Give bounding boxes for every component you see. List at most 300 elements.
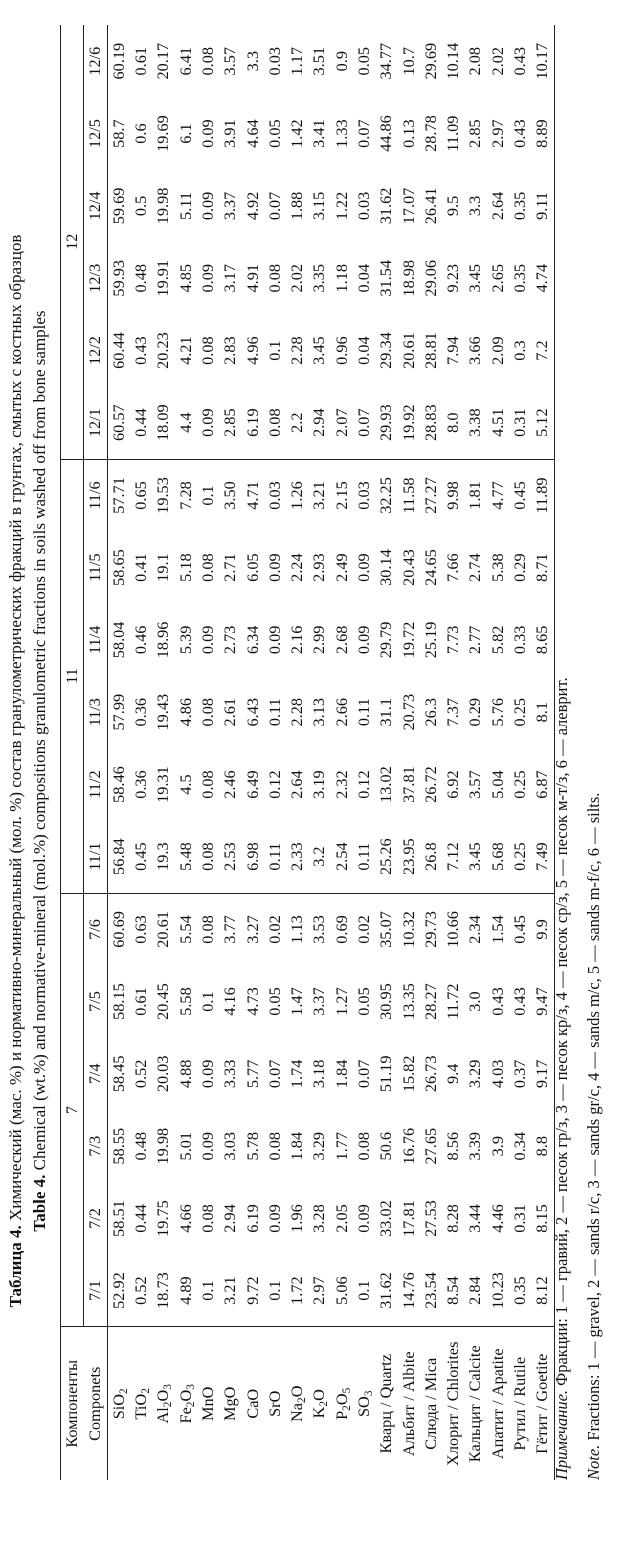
table-row (264, 25, 286, 1480)
table-cell: 8.56 (443, 1131, 463, 1161)
table-cell: 4.16 (220, 987, 240, 1016)
table-row (107, 25, 130, 1480)
table-cell: 4.51 (487, 387, 509, 459)
table-cell: 5.06 (331, 1255, 353, 1327)
table-cell: 3.33 (220, 1059, 240, 1089)
table-cell: 19.98 (153, 1127, 173, 1165)
table-cell: 0.43 (510, 46, 530, 76)
table-cell: 0.46 (131, 625, 151, 655)
table-cell: 0.43 (510, 119, 530, 148)
table-cell: 10.7 (398, 46, 418, 76)
table-cell: 2.24 (287, 553, 307, 582)
table-cell: 4.03 (487, 1059, 507, 1089)
table-cell: 4.96 (242, 336, 262, 365)
table-row (464, 25, 486, 1480)
table-cell: 3.41 (309, 119, 329, 148)
table-cell: 2.77 (465, 625, 485, 655)
table-cell: 5.48 (174, 821, 196, 893)
table-cell: 5.18 (175, 553, 195, 582)
table-cell: 0.29 (465, 697, 485, 727)
table-cell: 28.81 (420, 332, 440, 369)
table-row (487, 25, 509, 1480)
table-cell: 10.66 (443, 911, 463, 948)
note-ru-text: Фракции: 1 — гравий, 2 — песок гр/з, 3 — песок кр/з, 4 — песок ср/з, 5 — песок м-т/з, 6 — алеврит. (552, 677, 571, 1386)
table-cell: 1.22 (331, 191, 351, 221)
table-cell: 18.96 (153, 621, 173, 659)
table-cell: 0.1 (353, 1255, 375, 1327)
table-cell: 18.73 (152, 1255, 174, 1327)
table-cell: 0.45 (510, 915, 530, 944)
table-cell: 18.09 (152, 387, 174, 459)
table-cell: 57.99 (108, 693, 128, 731)
table-cell: 2.71 (220, 553, 240, 582)
table-cell: 28.27 (420, 983, 440, 1020)
table-cell: 0.44 (130, 387, 152, 459)
table-cell: 4.85 (175, 264, 195, 293)
table-cell: 4.21 (175, 336, 195, 365)
table-row (509, 25, 531, 1480)
table-cell: 11.58 (398, 477, 418, 514)
table-cell: 1.77 (331, 1131, 351, 1161)
table-cell: 58.65 (108, 549, 128, 586)
table-cell: 0.96 (331, 336, 351, 365)
table-cell: 0.36 (131, 770, 151, 799)
table-cell: 0.6 (131, 123, 151, 144)
table-cell: 2.49 (331, 553, 351, 582)
table-cell: 0.3 (510, 340, 530, 361)
table-cell: 2.02 (287, 264, 307, 293)
table-cell: 3.66 (465, 336, 485, 365)
table-cell: 0.11 (264, 821, 286, 893)
table-row (286, 25, 308, 1480)
table-cell: 0.09 (264, 1204, 284, 1233)
table-cell: 3.28 (309, 1204, 329, 1233)
table-cell: 0.05 (354, 987, 373, 1016)
table-cell: 19.3 (152, 821, 174, 893)
table-cell: 1.54 (487, 915, 507, 944)
table-cell: 8.65 (531, 604, 554, 676)
table-cell: 58.15 (108, 983, 128, 1020)
group-header-12: 12 (61, 25, 84, 459)
note-en (584, 793, 604, 1480)
table-cell: 0.43 (510, 987, 530, 1016)
table-cell: 0.69 (331, 915, 351, 944)
table-cell: 2.46 (220, 770, 240, 799)
table-cell: 20.23 (153, 332, 173, 369)
table-cell: 26.73 (420, 1055, 440, 1093)
row-label: SrO (264, 1390, 284, 1417)
table-cell: 0.09 (197, 1131, 217, 1161)
table-cell: 1.17 (287, 46, 307, 76)
table-cell: 5.54 (175, 915, 195, 944)
table-cell: 0.35 (510, 264, 530, 293)
table-cell: 0.08 (197, 1204, 217, 1233)
table-cell: 26.8 (420, 821, 442, 893)
table-cell: 31.1 (376, 697, 396, 727)
table-row (197, 25, 219, 1480)
table-cell: 57.71 (108, 477, 128, 514)
table-cell: 6.19 (242, 1204, 262, 1233)
table-cell: 1.42 (287, 119, 307, 148)
table-cell: 28.78 (420, 115, 440, 152)
table-cell: 59.93 (108, 259, 128, 297)
table-cell: 2.54 (331, 821, 353, 893)
table-row (442, 25, 464, 1480)
table-cell: 4.91 (242, 264, 262, 293)
table-cell: 30.14 (376, 549, 396, 586)
composition-table (60, 25, 555, 1480)
row-label: $K_2O$ (309, 1389, 331, 1419)
table-cell: 0.11 (353, 821, 375, 893)
table-cell: 0.07 (264, 191, 284, 221)
table-cell: 0.05 (264, 987, 284, 1016)
table-row (241, 25, 263, 1480)
table-cell: 6.49 (242, 770, 262, 799)
table-cell: 0.04 (354, 336, 373, 365)
table-cell: 2.02 (487, 46, 507, 76)
table-cell: 9.23 (443, 264, 463, 293)
table-cell: 11.72 (443, 983, 463, 1020)
note-ru (552, 677, 572, 1480)
table-row (531, 25, 554, 1480)
table-cell: 0.31 (510, 1204, 530, 1233)
table-cell: 0.08 (354, 1131, 373, 1161)
table-cell: 11.09 (443, 115, 463, 152)
table-cell: 0.07 (354, 1059, 373, 1089)
table-cell: 15.82 (398, 1055, 418, 1093)
table-cell: 58.7 (108, 119, 128, 148)
table-cell: 1.84 (331, 1059, 351, 1089)
table-cell: 0.08 (197, 697, 217, 727)
table-cell: 8.12 (531, 1255, 554, 1327)
table-cell: 7.66 (443, 553, 463, 582)
caption-en-label: Table 4. (30, 1174, 49, 1232)
caption-en (30, 0, 50, 1542)
table-cell: 1.88 (287, 191, 307, 221)
table-cell: 0.61 (131, 46, 151, 76)
table-cell: 2.83 (220, 336, 240, 365)
table-cell: 3.3 (465, 195, 485, 217)
table-cell: 60.44 (108, 332, 128, 369)
table-cell: 29.93 (375, 387, 397, 459)
table-cell: 0.08 (264, 1131, 284, 1161)
column-header: 12/5 (84, 97, 107, 169)
table-cell: 7.12 (442, 821, 464, 893)
table-cell: 4.92 (242, 191, 262, 221)
table-cell: 24.65 (420, 549, 440, 586)
table-cell: 0.04 (354, 264, 373, 293)
column-header: 12/4 (84, 170, 107, 242)
column-header: 11/5 (84, 531, 107, 603)
table-cell: 3.38 (464, 387, 486, 459)
table-cell: 1.27 (331, 987, 351, 1016)
table-cell: 50.6 (376, 1131, 396, 1161)
table-cell: 18.98 (398, 259, 418, 297)
table-cell: 1.96 (287, 1204, 307, 1233)
table-cell: 26.3 (420, 697, 440, 727)
table-cell: 3.0 (465, 991, 485, 1012)
table-cell: 31.54 (376, 259, 396, 297)
row-label: Рутил / Rutile (510, 1356, 530, 1451)
table-cell: 0.12 (264, 770, 284, 799)
table-cell: 5.12 (531, 387, 554, 459)
table-cell: 34.77 (376, 42, 396, 80)
table-cell: 4.89 (174, 1255, 196, 1327)
table-cell: 29.06 (420, 259, 440, 297)
note-en-label: Note. (584, 1444, 603, 1480)
table-cell: 5.82 (487, 625, 507, 655)
row-label: MnO (197, 1386, 217, 1421)
table-row (130, 25, 152, 1480)
row-label: SiO$_2$ (108, 1388, 130, 1420)
table-cell: 6.41 (175, 46, 195, 76)
table-cell: 8.71 (531, 531, 554, 603)
table-cell: 17.81 (398, 1200, 418, 1237)
table-cell: 0.1 (197, 1255, 219, 1327)
table-cell: 2.94 (220, 1204, 240, 1233)
row-label: $P_2O_5$ (331, 1387, 353, 1420)
table-cell: 9.17 (531, 1038, 554, 1110)
table-cell: 0.07 (354, 119, 373, 148)
table-cell: 37.81 (398, 766, 418, 803)
table-cell: 0.08 (264, 264, 284, 293)
table-cell: 0.07 (353, 387, 375, 459)
table-cell: 20.73 (398, 693, 418, 731)
table-cell: 27.27 (420, 477, 440, 514)
table-cell: 3.19 (309, 770, 329, 799)
table-cell: 0.05 (354, 46, 373, 76)
table-cell: 3.45 (465, 264, 485, 293)
table-cell: 19.69 (153, 115, 173, 152)
table-cell: 2.73 (220, 625, 240, 655)
table-cell: 3.50 (220, 481, 240, 510)
table-cell: 4.77 (487, 481, 507, 510)
table-cell: 2.97 (308, 1255, 330, 1327)
table-cell: 2.93 (309, 553, 329, 582)
note-en-text: Fractions: 1 — gravel, 2 — sands r/c, 3 — sands gr/c, 4 — sands m/c, 5 — sands m-f/c, 6 — silts. (584, 792, 603, 1441)
table-cell: 7.49 (531, 821, 554, 893)
column-header: 7/4 (84, 1038, 107, 1110)
table-cell: 0.29 (510, 553, 530, 582)
row-label: Хлорит / Chlorites (443, 1341, 463, 1466)
table-cell: 16.76 (398, 1127, 418, 1165)
table-cell: 4.88 (175, 1059, 195, 1089)
table-cell: 20.61 (153, 911, 173, 948)
column-header: 7/6 (84, 893, 107, 965)
table-cell: 1.47 (287, 987, 307, 1016)
table-cell: 0.33 (510, 625, 530, 655)
table-cell: 1.33 (331, 119, 351, 148)
column-header: 12/2 (84, 314, 107, 386)
table-cell: 0.48 (131, 1131, 151, 1161)
table-cell: 2.64 (487, 191, 507, 221)
table-cell: 3.57 (220, 46, 240, 76)
table-cell: 19.91 (153, 259, 173, 297)
table-cell: 0.08 (197, 336, 217, 365)
table-cell: 0.25 (510, 697, 530, 727)
table-cell: 7.73 (443, 625, 463, 655)
table-cell: 2.61 (220, 697, 240, 727)
table-cell: 3.37 (220, 191, 240, 221)
table-cell: 29.34 (376, 332, 396, 369)
header-component-en: Componets (84, 1327, 107, 1480)
table-cell: 20.43 (398, 549, 418, 586)
row-label: CaO (242, 1388, 262, 1419)
table-cell: 9.72 (241, 1255, 263, 1327)
table-cell: 3.51 (309, 46, 329, 76)
table-cell: 0.52 (130, 1255, 152, 1327)
table-cell: 3.3 (242, 51, 262, 72)
table-cell: 0.48 (131, 264, 151, 293)
table-cell: 0.09 (197, 119, 217, 148)
table-cell: 0.11 (354, 698, 373, 727)
table-cell: 2.64 (287, 770, 307, 799)
table-cell: 3.91 (220, 119, 240, 148)
table-cell: 0.37 (510, 1059, 530, 1089)
table-cell: 1.18 (331, 264, 351, 293)
table-cell: 0.44 (131, 1204, 151, 1233)
table-cell: 0.36 (131, 697, 151, 727)
table-cell: 7.2 (531, 314, 554, 386)
row-label: $Al_2O_3$ (153, 1384, 175, 1424)
table-cell: 0.08 (197, 770, 217, 799)
table-cell: 0.09 (354, 625, 373, 655)
table-cell: 58.55 (108, 1127, 128, 1165)
table-cell: 14.76 (397, 1255, 419, 1327)
table-cell: 2.32 (331, 770, 351, 799)
table-cell: 0.41 (131, 553, 151, 582)
table-cell: 44.86 (376, 115, 396, 152)
table-cell: 20.61 (398, 332, 418, 369)
table-cell: 20.03 (153, 1055, 173, 1093)
table-cell: 19.1 (153, 553, 173, 582)
table-cell: 0.35 (509, 1255, 531, 1327)
table-cell: 6.92 (443, 770, 463, 799)
table-cell: 3.53 (309, 915, 329, 944)
table-cell: 5.39 (175, 625, 195, 655)
table-cell: 2.2 (286, 387, 308, 459)
table-cell: 0.1 (197, 991, 217, 1012)
table-cell: 0.03 (264, 46, 284, 76)
table-cell: 3.03 (220, 1131, 240, 1161)
table-cell: 3.39 (465, 1131, 485, 1161)
table-cell: 0.02 (264, 915, 284, 944)
table-cell: 3.45 (464, 821, 486, 893)
table-cell: 56.84 (107, 821, 130, 893)
table-cell: 2.53 (219, 821, 241, 893)
table-cell: 13.35 (398, 983, 418, 1020)
table-cell: 8.15 (531, 1182, 554, 1254)
table-cell: 2.33 (286, 821, 308, 893)
table-cell: 0.08 (197, 915, 217, 944)
table-cell: 2.09 (487, 336, 507, 365)
table-cell: 5.01 (175, 1131, 195, 1161)
table-cell: 4.74 (531, 242, 554, 314)
header-component-ru: Компоненты (61, 1327, 84, 1480)
table-cell: 0.03 (354, 481, 373, 510)
table-cell: 60.19 (108, 42, 128, 80)
table-cell: 3.17 (220, 264, 240, 293)
table-cell: 2.05 (331, 1204, 351, 1233)
table-cell: 10.17 (531, 25, 554, 97)
table-cell: 10.32 (398, 911, 418, 948)
table-row (420, 25, 442, 1480)
caption-ru-label: Таблица 4. (6, 1225, 25, 1308)
table-cell: 2.68 (331, 625, 351, 655)
table-cell: 0.43 (131, 336, 151, 365)
table-cell: 19.92 (397, 387, 419, 459)
row-label: Апатит / Apatite (487, 1348, 507, 1460)
table-cell: 0.05 (264, 119, 284, 148)
table-cell: 27.53 (420, 1200, 440, 1237)
table-cell: 0.45 (130, 821, 152, 893)
table-cell: 17.07 (398, 187, 418, 225)
table-cell: 0.45 (510, 481, 530, 510)
table-cell: 35.07 (376, 911, 396, 948)
table-cell: 3.18 (309, 1059, 329, 1089)
caption-en-text: Chemical (wt.%) and normative-mineral (mol.%) compositions granulometric fractions in soils washed off from bone samples (30, 310, 49, 1171)
table-cell: 1.81 (465, 481, 485, 510)
table-cell: 52.92 (107, 1255, 130, 1327)
table-cell: 4.66 (175, 1204, 195, 1233)
table-cell: 5.68 (487, 821, 509, 893)
column-header: 11/4 (84, 604, 107, 676)
table-cell: 19.31 (153, 766, 173, 803)
column-header: 7/2 (84, 1182, 107, 1254)
table-cell: 10.14 (443, 42, 463, 80)
table-cell: 3.45 (309, 336, 329, 365)
table-cell: 5.78 (242, 1131, 262, 1161)
table-cell: 6.1 (175, 123, 195, 144)
table-cell: 2.08 (465, 46, 485, 76)
table-cell: 19.43 (153, 693, 173, 731)
table-cell: 3.77 (220, 915, 240, 944)
table-cell: 32.25 (376, 477, 396, 514)
table-cell: 9.9 (531, 893, 554, 965)
table-cell: 0.43 (487, 987, 507, 1016)
table-cell: 9.11 (531, 170, 554, 242)
table-cell: 0.08 (197, 553, 217, 582)
table-row (375, 25, 397, 1480)
table-row (353, 25, 375, 1480)
table-cell: 2.84 (464, 1255, 486, 1327)
table-cell: 3.15 (309, 191, 329, 221)
table-cell: 25.19 (420, 621, 440, 659)
table-cell: 8.28 (443, 1204, 463, 1233)
table-cell: 2.74 (465, 553, 485, 582)
table-cell: 0.03 (264, 481, 284, 510)
column-header: 11/6 (84, 459, 107, 531)
table-cell: 0.31 (509, 387, 531, 459)
table-cell: 4.4 (174, 387, 196, 459)
table-cell: 13.02 (376, 766, 396, 803)
table-cell: 6.34 (242, 625, 262, 655)
table-cell: 5.58 (175, 987, 195, 1016)
table-cell: 0.09 (197, 1059, 217, 1089)
table-cell: 2.28 (287, 336, 307, 365)
table-cell: 4.64 (242, 119, 262, 148)
table-cell: 3.9 (487, 1136, 507, 1157)
table-cell: 9.98 (443, 481, 463, 510)
table-cell: 60.69 (108, 911, 128, 948)
table-cell: 0.08 (264, 387, 286, 459)
column-header: 7/3 (84, 1110, 107, 1182)
table-cell: 0.1 (264, 1255, 286, 1327)
column-header: 12/1 (84, 387, 107, 459)
column-header: 11/1 (84, 821, 107, 893)
table-cell: 1.26 (287, 481, 307, 510)
table-cell: 3.13 (309, 697, 329, 727)
